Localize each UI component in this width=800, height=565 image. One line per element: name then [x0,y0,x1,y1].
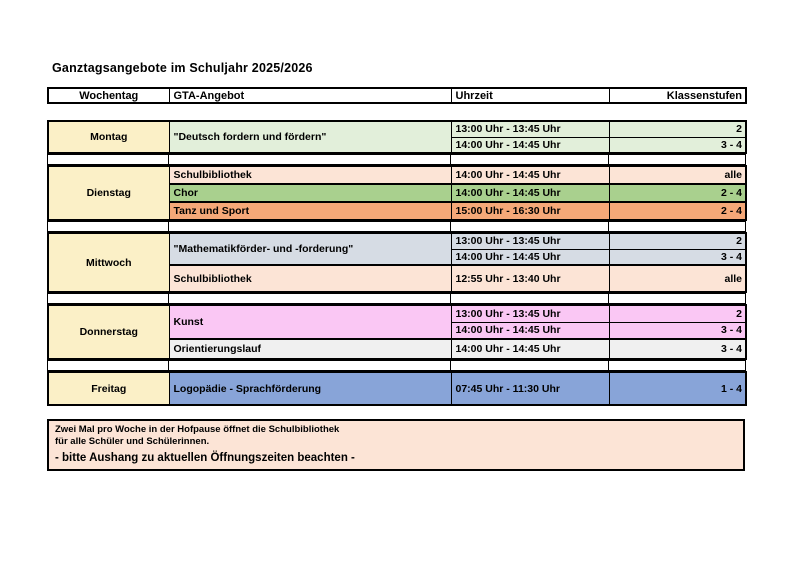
time-cell: 13:00 Uhr - 13:45 Uhr [451,233,609,249]
document-title: Ganztagsangebote im Schuljahr 2025/2026 [52,61,313,75]
day-cell-donnerstag: Donnerstag [48,305,169,359]
col-header-wochentag: Wochentag [48,88,169,103]
grades-cell: alle [609,166,746,184]
activity-cell: "Deutsch fordern und fördern" [169,121,451,153]
grades-cell: 1 - 4 [609,372,746,405]
time-cell: 14:00 Uhr - 14:45 Uhr [451,249,609,265]
grades-cell: 2 - 4 [609,184,746,202]
grades-cell: 3 - 4 [609,249,746,265]
schedule-block-freitag [47,371,747,406]
spacer-cell [451,155,609,165]
time-cell: 12:55 Uhr - 13:40 Uhr [451,265,609,292]
note-box [47,419,745,471]
spacer-row [47,221,746,232]
grades-cell: 2 - 4 [609,202,746,220]
spacer-cell [48,222,169,232]
time-cell: 14:00 Uhr - 14:45 Uhr [451,184,609,202]
grades-cell: alle [609,265,746,292]
spacer-cell [169,361,451,371]
grades-cell: 2 [609,233,746,249]
grades-cell: 2 [609,305,746,322]
activity-cell: "Mathematikförder- und -forderung" [169,233,451,265]
time-cell: 14:00 Uhr - 14:45 Uhr [451,166,609,184]
day-cell-freitag: Freitag [48,372,169,405]
activity-cell: Orientierungslauf [169,339,451,359]
time-cell: 15:00 Uhr - 16:30 Uhr [451,202,609,220]
grades-cell: 3 - 4 [609,322,746,339]
activity-cell: Tanz und Sport [169,202,451,220]
spacer-cell [609,155,746,165]
activity-cell: Schulbibliothek [169,166,451,184]
col-header-klassenstufen: Klassenstufen [609,88,746,103]
spacer-row [47,360,746,371]
col-header-uhrzeit: Uhrzeit [451,88,609,103]
schedule-block-donnerstag [47,304,747,360]
header-row [47,87,747,104]
schedule-table [47,87,745,471]
spacer-cell [169,155,451,165]
spacer-row [47,154,746,165]
spacer-cell [609,361,746,371]
spacer-cell [609,222,746,232]
schedule-block-montag [47,120,747,154]
schedule-block-mittwoch [47,232,747,293]
time-cell: 14:00 Uhr - 14:45 Uhr [451,322,609,339]
day-cell-mittwoch: Mittwoch [48,233,169,292]
spacer-cell [48,361,169,371]
day-cell-montag: Montag [48,121,169,153]
spacer-cell [609,294,746,304]
spacer-cell [48,294,169,304]
note-line-2: für alle Schüler und Schülerinnen. [55,436,210,447]
schedule-block-dienstag [47,165,747,221]
activity-cell: Schulbibliothek [169,265,451,292]
spacer-cell [169,222,451,232]
grades-cell: 3 - 4 [609,137,746,153]
spacer-cell [451,222,609,232]
spacer-row [47,293,746,304]
time-cell: 14:00 Uhr - 14:45 Uhr [451,137,609,153]
time-cell: 14:00 Uhr - 14:45 Uhr [451,339,609,359]
note-line-1: Zwei Mal pro Woche in der Hofpause öffnet die Schulbibliothek [55,424,340,435]
activity-cell: Chor [169,184,451,202]
time-cell: 13:00 Uhr - 13:45 Uhr [451,121,609,137]
grades-cell: 2 [609,121,746,137]
spacer-cell [451,294,609,304]
activity-cell: Logopädie - Sprachförderung [169,372,451,405]
time-cell: 07:45 Uhr - 11:30 Uhr [451,372,609,405]
spacer-cell [451,361,609,371]
col-header-gta-angebot: GTA-Angebot [169,88,451,103]
spacer-cell [48,155,169,165]
spacer-cell [169,294,451,304]
note-line-3: - bitte Aushang zu aktuellen Öffnungszeiten beachten - [55,452,355,464]
day-cell-dienstag: Dienstag [48,166,169,220]
time-cell: 13:00 Uhr - 13:45 Uhr [451,305,609,322]
activity-cell: Kunst [169,305,451,339]
grades-cell: 3 - 4 [609,339,746,359]
